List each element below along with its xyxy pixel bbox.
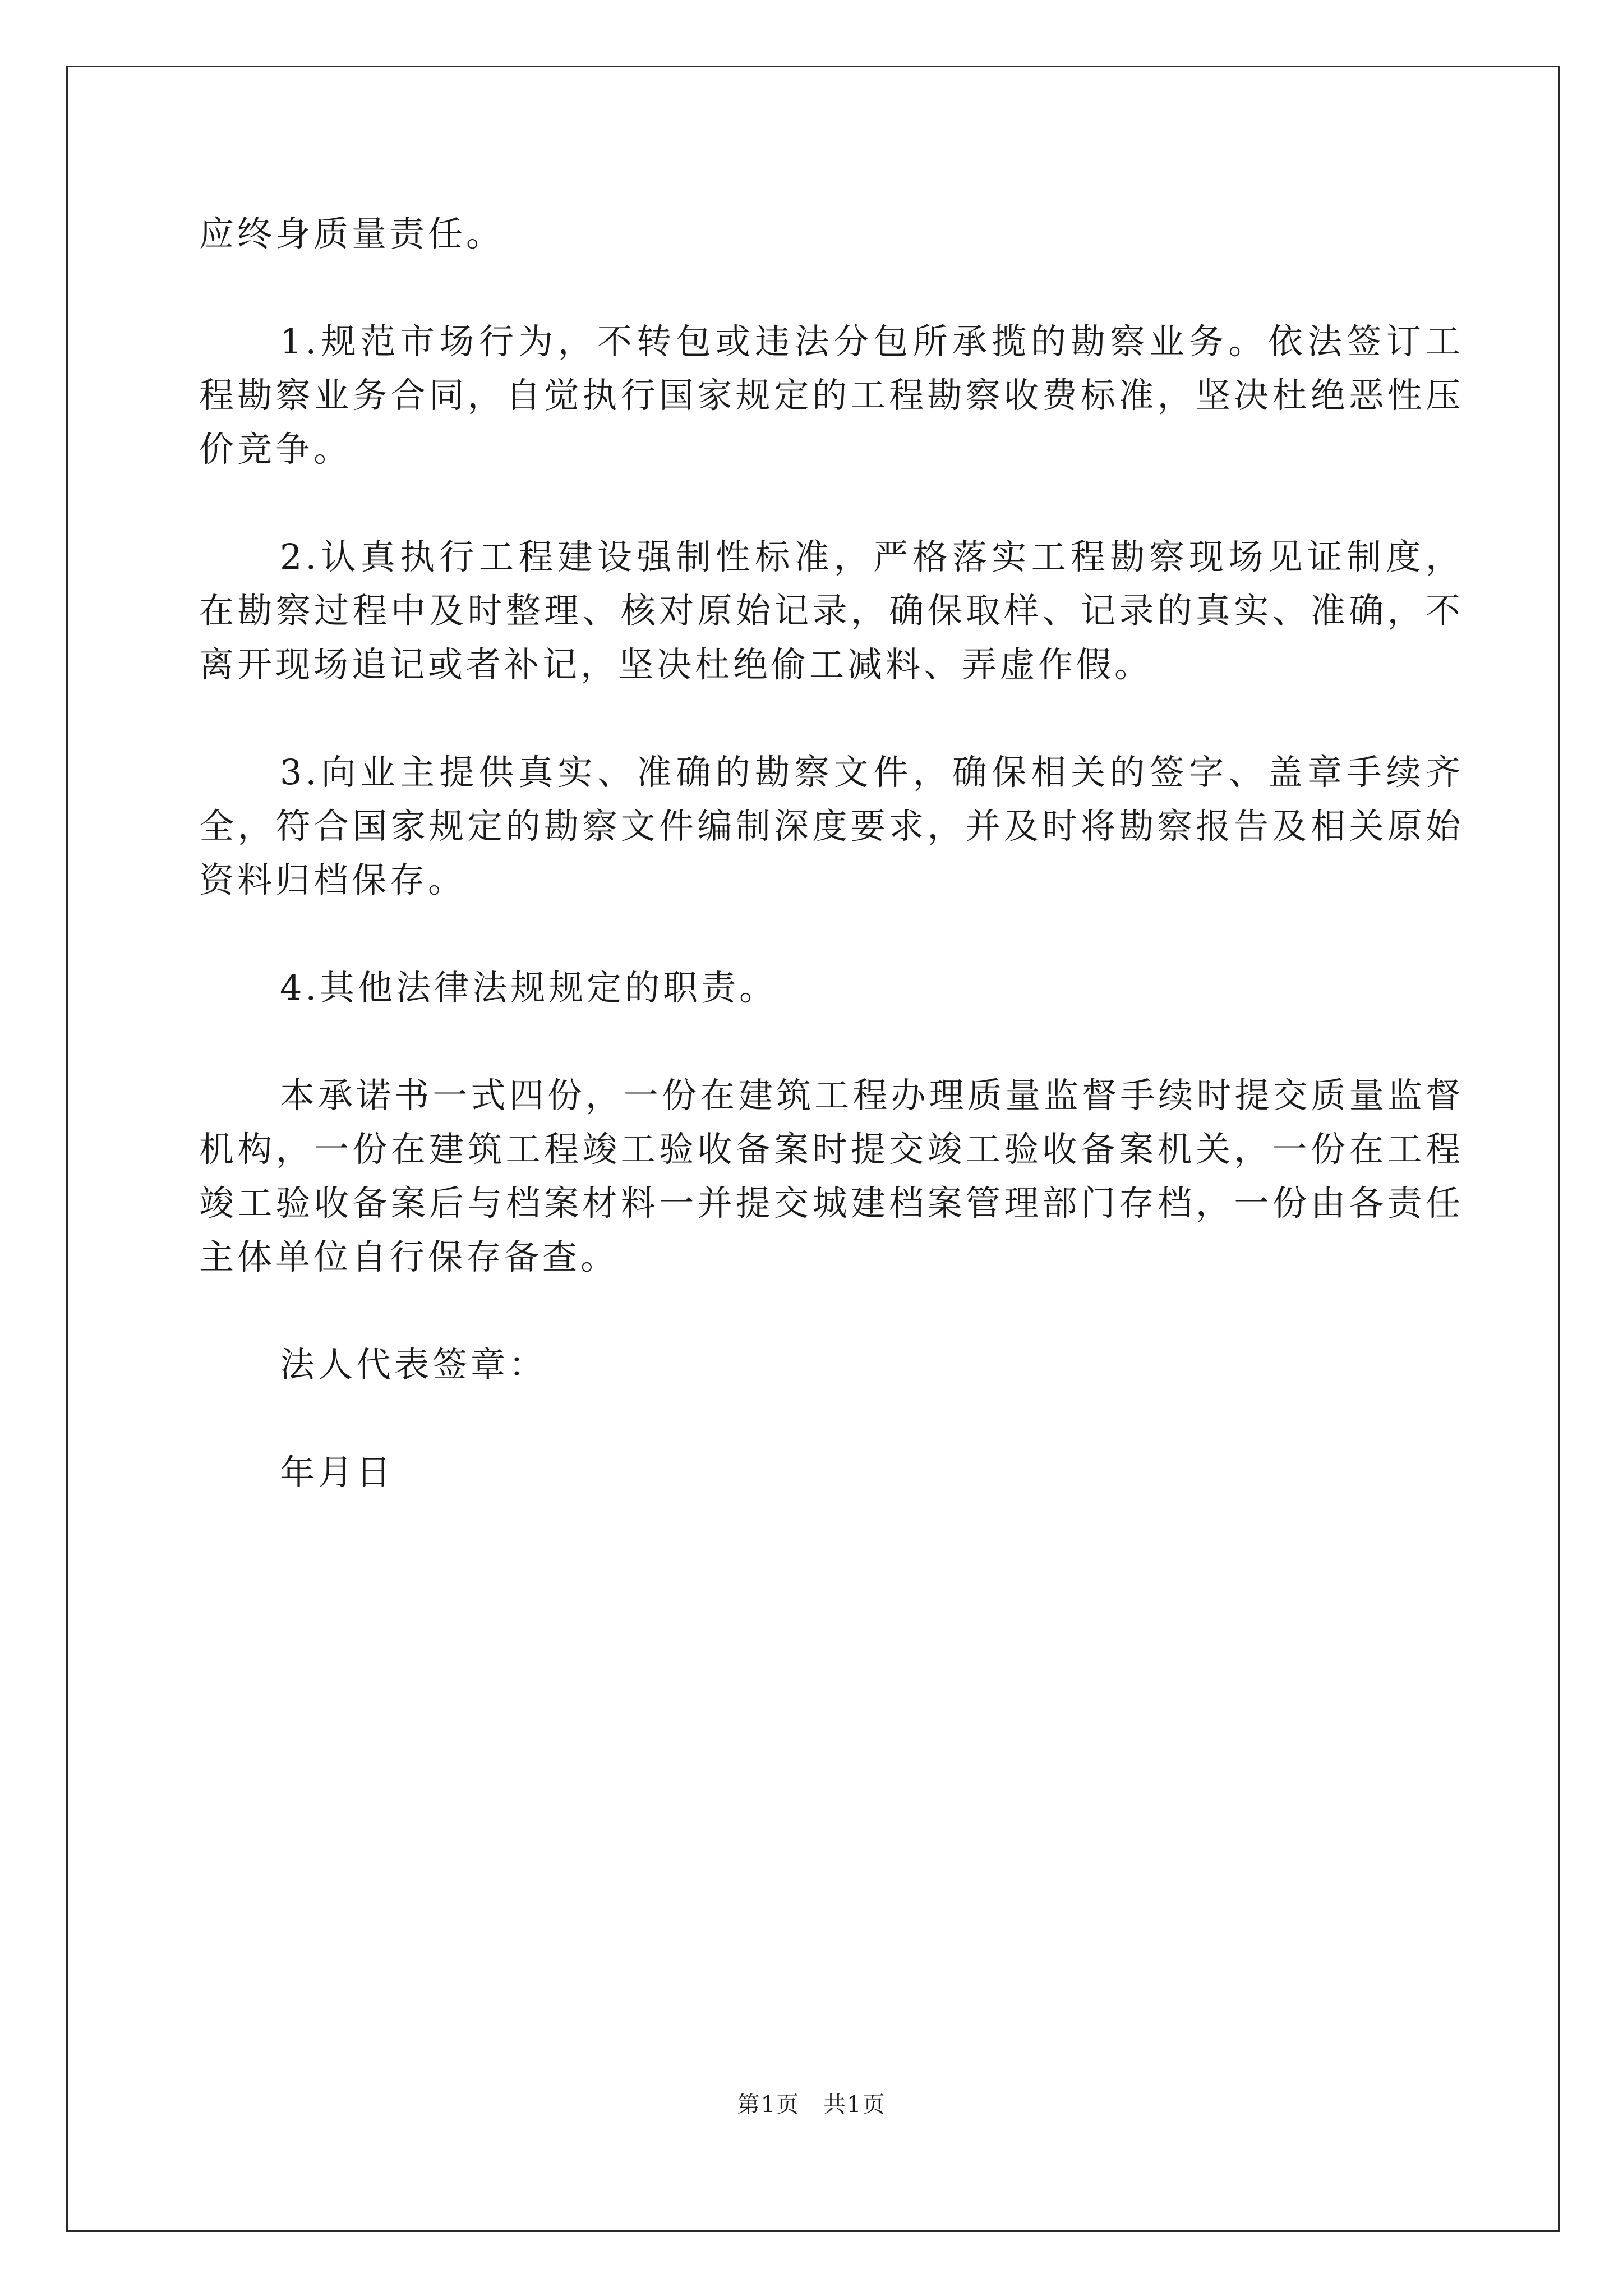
signature-label: 法人代表签章：	[280, 1344, 547, 1385]
paragraph-item-4: 4.其他法律法规规定的职责。	[280, 967, 778, 1008]
page-number-footer: 第1页 共1页	[737, 2092, 886, 2118]
date-label: 年月日	[280, 1452, 395, 1493]
paragraph-copies-note: 本承诺书一式四份，一份在建筑工程办理质量监督手续时提交质量监督机构，一份在建筑工程竣工验收备案时提交竣工验收备案机关，一份在工程竣工验收备案后与档案材料一并提交城建档案管理部门存档，一份由各责任主体单位自行保存备查。	[199, 1075, 1464, 1277]
paragraph-continuation: 应终身质量责任。	[199, 213, 505, 254]
paragraph-item-1: 1.规范市场行为，不转包或违法分包所承揽的勘察业务。依法签订工程勘察业务合同，自觉执行国家规定的工程勘察收费标准，坚决杜绝恶性压价竞争。	[199, 321, 1464, 470]
document-body	[199, 207, 1464, 1553]
paragraph-item-3: 3.向业主提供真实、准确的勘察文件，确保相关的签字、盖章手续齐全，符合国家规定的勘察文件编制深度要求，并及时将勘察报告及相关原始资料归档保存。	[199, 752, 1464, 900]
paragraph-item-2: 2.认真执行工程建设强制性标准，严格落实工程勘察现场见证制度，在勘察过程中及时整理、核对原始记录，确保取样、记录的真实、准确，不离开现场追记或者补记，坚决杜绝偷工减料、弄虚作假。	[199, 536, 1464, 685]
